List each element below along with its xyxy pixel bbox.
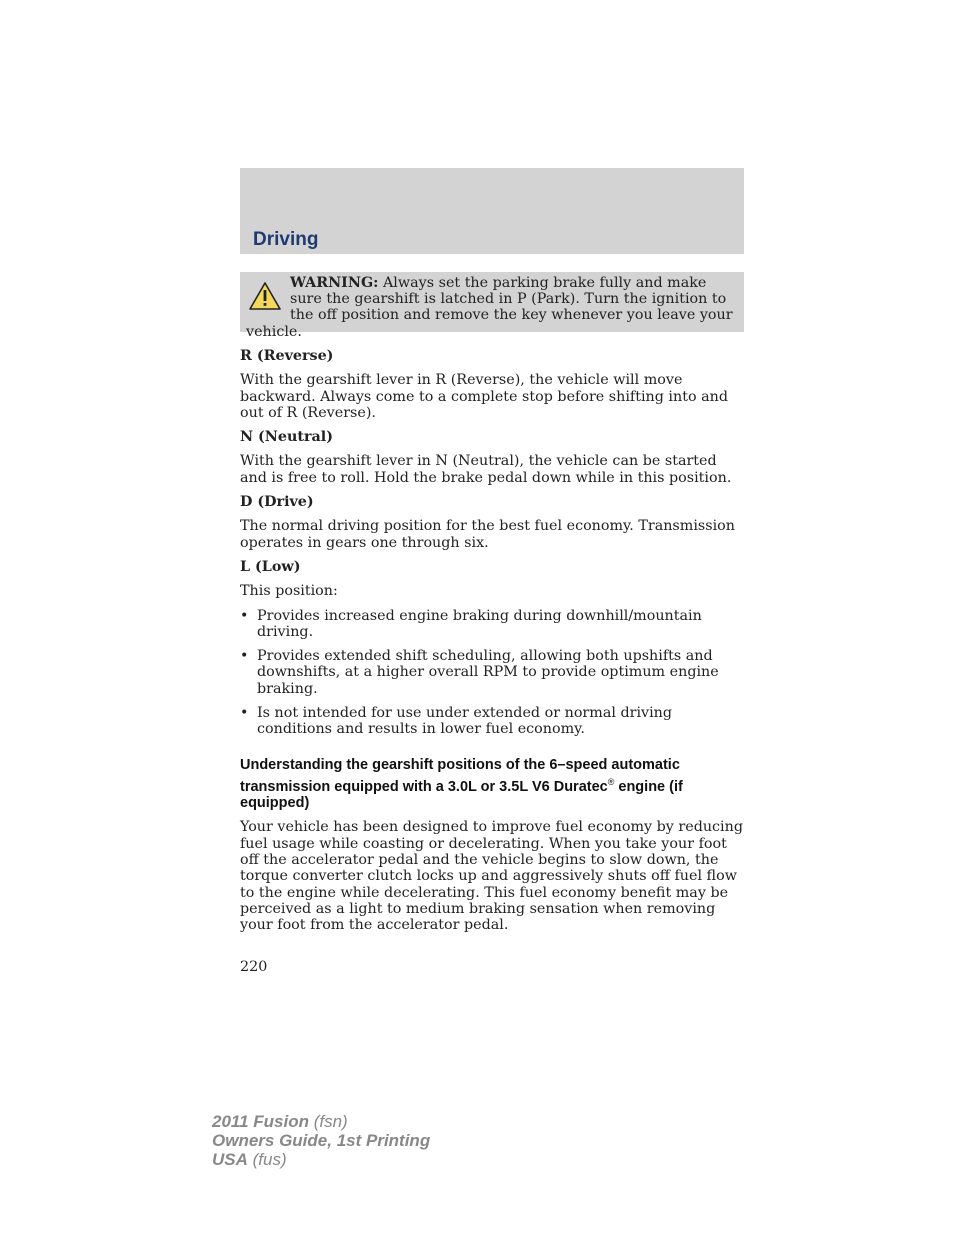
list-item: [240, 608, 744, 641]
warning-text: Always set the parking brake fully and make sure the gearshift is latched in P (Park). Turn the ignition to the off position and remove the key whenever you leave your vehicle.: [246, 275, 733, 340]
footer-market-code: (fus): [247, 1150, 287, 1169]
drive-heading: D (Drive): [240, 494, 314, 511]
footer-market: USA: [212, 1150, 248, 1169]
understanding-body: Your vehicle has been designed to improve fuel economy by reducing fuel usage while coasting or decelerating. When you take your foot off the accelerator pedal and the vehicle begins to slow down, the torque converter clutch locks up and aggressively shuts off fuel flow to the engine while decelerating. This fuel economy benefit may be perceived as a light to medium braking sensation when removing your foot from the accelerator pedal.: [240, 819, 743, 934]
bullet-glyph: •: [240, 648, 249, 665]
understanding-heading-tail: engine (if equipped): [240, 778, 683, 812]
page-number: 220: [240, 959, 268, 975]
neutral-heading: N (Neutral): [240, 429, 333, 446]
section-header-band: [240, 168, 744, 254]
low-body: This position:: [240, 583, 338, 600]
warning-triangle-icon: [248, 281, 282, 311]
main-content: [240, 348, 744, 934]
low-bullet-list: [240, 608, 744, 738]
warning-box: [240, 272, 744, 340]
warning-label: WARNING:: [290, 275, 379, 291]
list-item-text: Is not intended for use under extended or normal driving conditions and results in lower fuel economy.: [257, 705, 673, 738]
reverse-body: With the gearshift lever in R (Reverse), the vehicle will move backward. Always come to a complete stop before shifting into and out of R (Reverse).: [240, 372, 728, 421]
list-item: [240, 705, 744, 738]
footer-printing-info: [212, 1112, 430, 1169]
neutral-body: With the gearshift lever in N (Neutral), the vehicle can be started and is free to roll. Hold the brake pedal down while in this position.: [240, 453, 732, 486]
footer-guide: Owners Guide, 1st Printing: [212, 1131, 431, 1150]
footer-model: 2011 Fusion: [212, 1112, 309, 1131]
footer-model-code: (fsn): [309, 1112, 348, 1131]
low-heading: L (Low): [240, 558, 301, 575]
understanding-heading: [240, 757, 744, 813]
bullet-glyph: •: [240, 705, 249, 722]
reverse-heading: R (Reverse): [240, 348, 334, 364]
bullet-glyph: •: [240, 607, 249, 624]
list-item: [240, 648, 744, 697]
list-item-text: Provides extended shift scheduling, allowing both upshifts and downshifts, at a higher overall RPM to provide optimum engine braking.: [257, 648, 719, 697]
registered-mark: ®: [607, 776, 615, 787]
drive-body: The normal driving position for the best fuel economy. Transmission operates in gears one through six.: [240, 518, 735, 551]
list-item-text: Provides increased engine braking during downhill/mountain driving.: [257, 607, 702, 640]
understanding-heading-text: Understanding the gearshift positions of the 6–speed automatic transmission equipped with a 3.0L or 3.5L V6 Duratec: [240, 756, 680, 795]
section-title: Driving: [253, 229, 319, 250]
